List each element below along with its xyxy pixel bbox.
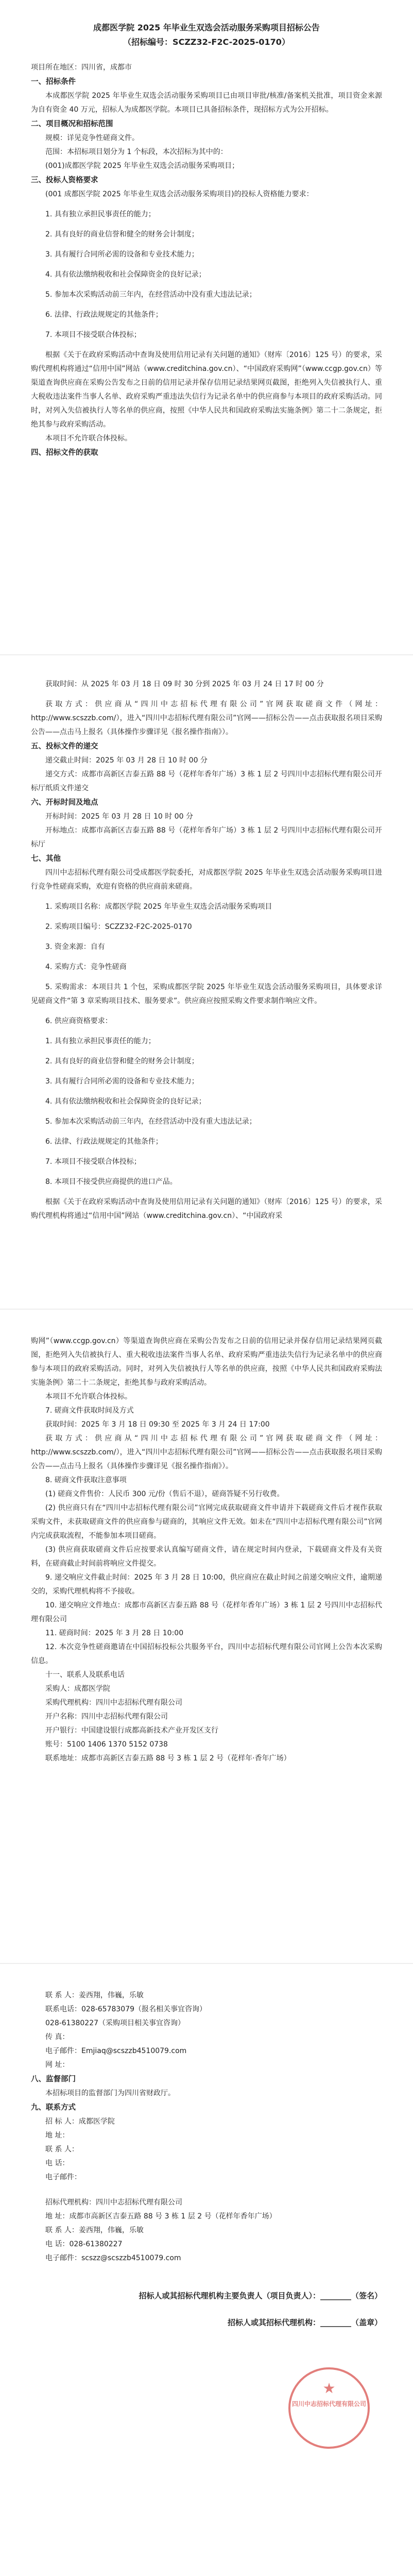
paragraph: 开标时间：2025 年 03 月 28 日 10 时 00 分: [45, 812, 193, 821]
paragraph: 购网”（www.ccgp.gov.cn）等渠道查询供应商在采购公告发布之日前的信用记录并保存信用记录结果网页截图，拒绝列入失信被执行人、重大税收违法案件当事人名单、政府采购严重违法失信行为记录名单中的供应商参与本项目的政府采购活动。同时，对列入失信被执行人等名单的供应商，按照《中华人民共和国政府采购法实施条例》第二十二条规定，拒绝其参与政府采购活动。: [31, 1337, 382, 1387]
section-heading: 一、招标条件: [31, 78, 76, 86]
seal-text: 四川中志招标代理有限公司: [291, 2400, 366, 2408]
paragraph: 028-61380227（采购项目相关事宜咨询）: [45, 2019, 185, 2027]
paragraph: 7. 磋商文件获取时间及方式: [45, 1406, 134, 1415]
paragraph: 招标代理机构：四川中志招标代理有限公司: [45, 2198, 182, 2207]
paragraph: 十一、联系人及联系电话: [45, 1671, 125, 1679]
list-item: 1. 具有独立承担民事责任的能力；: [45, 1037, 156, 1045]
paragraph: 本项目不允许联合体投标。: [45, 1393, 132, 1401]
paragraph: 电子邮件：scszz@scszzb4510079.com: [45, 2254, 181, 2262]
paragraph: (1) 磋商文件售价：人民币 300 元/份（售后不退），磋商答疑不另行收费。: [45, 1490, 284, 1498]
paragraph: 电子邮件：: [45, 2173, 81, 2181]
paragraph: 联 系 人：: [45, 2145, 79, 2154]
paragraph: 电 话：: [45, 2159, 70, 2167]
paragraph: 开户名称：四川中志招标代理有限公司: [45, 1713, 168, 1721]
paragraph: 传 真：: [45, 2033, 70, 2041]
project-location: 项目所在地区：四川省，成都市: [31, 63, 132, 72]
paragraph: 递交方式：成都市高新区吉泰五路 88 号（花样年香年广场）3 栋 1 层 2 号四川中志招标代理有限公司开标厅纸质文件递交: [31, 770, 382, 792]
paragraph: 开标地点：成都市高新区吉泰五路 88 号（花样年香年广场）3 栋 1 层 2 号四川中志招标代理有限公司开标厅: [31, 826, 382, 849]
paragraph: 11. 磋商时间：2025 年 3 月 28 日 10:00: [45, 1629, 184, 1637]
paragraph: 地 址：: [45, 2131, 70, 2140]
list-item: 5. 参加本次采购活动前三年内，在经营活动中没有重大违法记录；: [45, 291, 256, 299]
list-item: 2. 具有良好的商业信誉和健全的财务会计制度；: [45, 1057, 199, 1065]
star-icon: ★: [322, 2380, 336, 2397]
paragraph: 采购代理机构：四川中志招标代理有限公司: [45, 1699, 182, 1707]
section-heading: 五、投标文件的递交: [31, 742, 98, 751]
paragraph: 获取方式：供应商从“四川中志招标代理有限公司”官网获取磋商文件（网址：http://www.scszzb.com/），进入“四川中志招标代理有限公司”官网——招标公告——点击获取报名项目采购公告——点击马上报名（具体操作步骤详见《报名操作指南》）。: [31, 700, 382, 736]
paragraph: 获取方式：供应商从“四川中志招标代理有限公司”官网获取磋商文件（网址：http://www.scszzb.com/），进入“四川中志招标代理有限公司”官网——招标公告——点击获取报名项目采购公告——点击马上报名（具体操作步骤详见《报名操作指南》）。: [31, 1434, 382, 1470]
list-item: 4. 具有依法缴纳税收和社会保障资金的良好记录；: [45, 270, 206, 279]
list-item: 7. 本项目不接受联合体投标；: [45, 331, 141, 339]
paragraph: (3) 供应商获取磋商文件后应按要求认真编写磋商文件，请在规定时间内登录，下载磋商文件及有关资料，在磋商截止时间前将响应文件提交。: [31, 1546, 382, 1568]
list-item: 3. 具有履行合同所必需的设备和专业技术能力；: [45, 250, 199, 259]
section-heading: 四、招标文件的获取: [31, 449, 98, 457]
paragraph: 地 址：成都市高新区吉泰五路 88 号 3 栋 1 层 2 号（花样年香年广场）: [45, 2212, 277, 2221]
list-item: 2. 具有良好的商业信誉和健全的财务会计制度；: [45, 230, 199, 239]
paragraph: 范围：本招标项目划分为 1 个标段，本次招标为其中的：: [45, 148, 228, 156]
paragraph: 联 系 人：姜西翔，伟巍，乐敏: [45, 1991, 144, 1999]
list-item: 8. 本项目不接受供应商提供的进口产品。: [45, 1178, 177, 1186]
paragraph: 电 话：028-61380227: [45, 2240, 123, 2248]
paragraph: 5. 采购需求：本项目共 1 个包，采购成都医学院 2025 年毕业生双选会活动服务采购项目，具体要求详见磋商文件“第 3 章采购项目技术、服务要求”。供应商应按照采购文件要求制作响应文件。: [31, 983, 382, 1005]
paragraph: 6. 供应商资格要求：: [45, 1017, 112, 1025]
paragraph: 本成都医学院 2025 年毕业生双选会活动服务采购项目已由项目审批/核准/备案机关批准，项目资金来源为自有资金 40 万元，招标人为成都医学院。本项目已具备招标条件，现招标方式为公开招标。: [31, 92, 382, 114]
paragraph: 2. 采购项目编号：SCZZ32-F2C-2025-0170: [45, 923, 192, 931]
paragraph: 联系电话：028-65783079（报名相关事宜咨询）: [45, 2005, 207, 2013]
document-title: 成都医学院 2025 年毕业生双选会活动服务采购项目招标公告: [93, 23, 320, 32]
section-heading: 二、项目概况和招标范围: [31, 120, 113, 128]
paragraph: 12. 本次竞争性磋商邀请在中国招标投标公共服务平台，四川中志招标代理有限公司官网上公告本次采购信息。: [31, 1643, 382, 1665]
section-heading: 八、监督部门: [31, 2075, 76, 2083]
paragraph: (001 成都医学院 2025 年毕业生双选会活动服务采购项目)的投标人资格能力要求：: [45, 190, 314, 198]
section-heading: 七、其他: [31, 855, 61, 863]
paragraph: 1. 采购项目名称：成都医学院 2025 年毕业生双选会活动服务采购项目: [45, 903, 272, 911]
list-item: 6. 法律、行政法规规定的其他条件；: [45, 311, 163, 319]
tender-number: （招标编号：SCZZ32-F2C-2025-0170）: [123, 37, 290, 47]
list-item: 6. 法律、行政法规规定的其他条件；: [45, 1138, 163, 1146]
paragraph: 根据《关于在政府采购活动中查询及使用信用记录有关问题的通知》（财库〔2016〕125 号）的要求，采购代理机构将通过“信用中国”网站（www.creditchina.gov.cn）、“中国政府采: [31, 1198, 382, 1220]
paragraph: 规模：详见竞争性磋商文件。: [45, 134, 139, 142]
paragraph: 9. 递交响应文件截止时间：2025 年 3 月 28 日 10:00，供应商应在截止时间之前递交响应文件，逾期递交的，采购代理机构将不予接收。: [31, 1573, 382, 1596]
section-heading: 九、联系方式: [31, 2104, 76, 2112]
paragraph: 开户银行：中国建设银行成都高新技术产业开发区支行: [45, 1726, 218, 1735]
paragraph: (001)成都医学院 2025 年毕业生双选会活动服务采购项目；: [45, 162, 239, 170]
document-page-4: [31, 1989, 382, 2330]
section-heading: 六、开标时间及地点: [31, 799, 98, 807]
paragraph: 根据《关于在政府采购活动中查询及使用信用记录有关问题的通知》（财库〔2016〕125 号）的要求，采购代理机构将通过“信用中国”网站（www.creditchina.gov.cn）、“中国政府采购网”（www.ccgp.gov.cn）等渠道查询供应商在采购公告发布之日前的信用记录并保存信用记录结果网页截图，拒绝列入失信被执行人、重大税收违法案件当事人名单、政府采购严重违法失信行为记录名单中的供应商参与本项目的政府采购活动。同时，对列入失信被执行人等名单的供应商，按照《中华人民共和国政府采购法实施条例》第二十二条规定，拒绝其参与政府采购活动。: [31, 351, 382, 429]
paragraph: 四川中志招标代理有限公司受成都医学院委托，对成都医学院 2025 年毕业生双选会活动服务采购项目进行竞争性磋商采购，欢迎有资格的供应商前来磋商。: [31, 869, 382, 891]
paragraph: 账号：5100 1406 1370 5152 0738: [45, 1740, 168, 1749]
paragraph: 联 系 人：姜西翔，伟巍，乐敏: [45, 2226, 144, 2234]
paragraph: 3. 资金来源：自有: [45, 943, 105, 951]
paragraph: 招 标 人：成都医学院: [45, 2117, 115, 2126]
paragraph: 10. 递交响应文件地点：成都市高新区吉泰五路 88 号（花样年香年广场）3 栋 1 层 2 号四川中志招标代理有限公司: [31, 1601, 382, 1623]
list-item: 3. 具有履行合同所必需的设备和专业技术能力；: [45, 1077, 199, 1086]
page-separator: [0, 1963, 413, 1964]
list-item: 1. 具有独立承担民事责任的能力；: [45, 210, 156, 218]
paragraph: 本招标项目的监督部门为四川省财政厅。: [45, 2089, 175, 2097]
paragraph: 网 址：: [45, 2061, 70, 2069]
paragraph: 4. 采购方式：竞争性磋商: [45, 963, 127, 971]
document-page-1: [31, 21, 382, 460]
list-item: 4. 具有依法缴纳税收和社会保障资金的良好记录；: [45, 1097, 206, 1106]
signature-line: 招标人或其招标代理机构主要负责人（项目负责人）：________（签名）: [139, 2291, 382, 2300]
page-separator: [0, 654, 413, 655]
paragraph: (2) 供应商只有在“四川中志招标代理有限公司”官网完成获取磋商文件申请并下载磋商文件后才视作获取采购文件，未获取磋商文件的供应商参与磋商的，其响应文件无效。如未在“四川中志招标代理有限公司”官网内完成获取流程，不能参加本项目磋商。: [31, 1504, 382, 1540]
paragraph: 递交截止时间：2025 年 03 月 28 日 10 时 00 分: [45, 756, 208, 765]
paragraph: 获取时间：从 2025 年 03 月 18 日 09 时 30 分到 2025 年 03 月 24 日 17 时 00 分: [45, 680, 324, 688]
section-heading: 三、投标人资格要求: [31, 176, 98, 184]
paragraph: 8. 磋商文件获取注意事项: [45, 1476, 127, 1484]
paragraph: 联系地址：成都市高新区吉泰五路 88 号 3 栋 1 层 2 号（花样年·香年广场）: [45, 1754, 291, 1762]
document-page-3: [31, 1334, 382, 1766]
paragraph: 电子邮件：Emjiaq@scszzb4510079.com: [45, 2047, 187, 2055]
list-item: 5. 参加本次采购活动前三年内，在经营活动中没有重大违法记录；: [45, 1117, 256, 1126]
paragraph: 采购人：成都医学院: [45, 1685, 110, 1693]
paragraph: 本项目不允许联合体投标。: [45, 434, 132, 443]
seal-line: 招标人或其招标代理机构：________（盖章）: [227, 2318, 382, 2327]
document-page-2: [31, 677, 382, 1223]
paragraph: 获取时间：2025 年 3 月 18 日 09:30 至 2025 年 3 月 24 日 17:00: [45, 1420, 270, 1429]
company-seal-stamp: [288, 2367, 370, 2449]
list-item: 7. 本项目不接受联合体投标；: [45, 1158, 141, 1166]
page-separator: [0, 1309, 413, 1310]
